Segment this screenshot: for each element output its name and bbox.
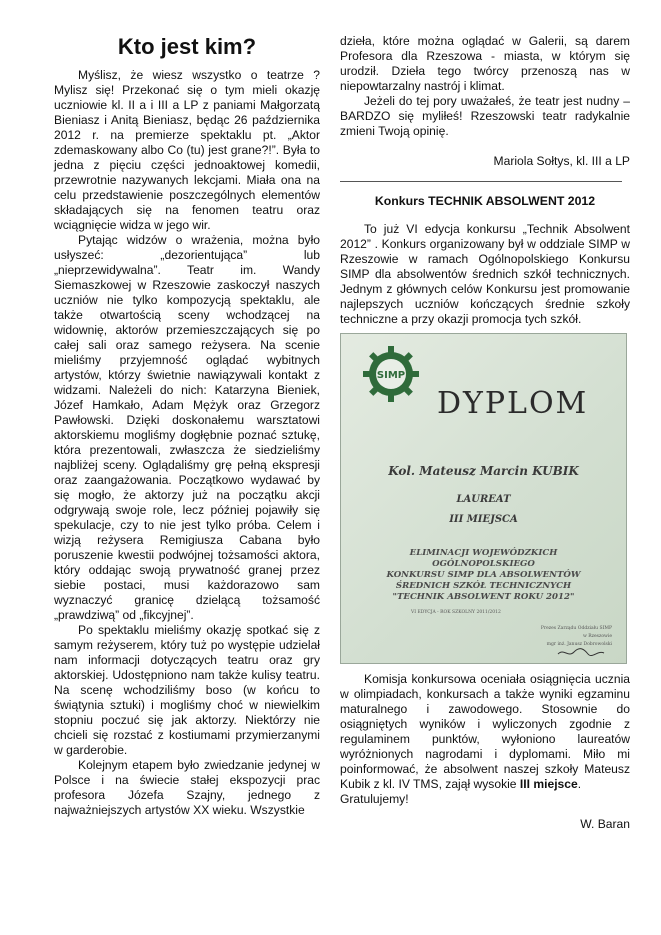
congratulations: Gratulujemy!: [340, 792, 409, 806]
right-column: [340, 34, 630, 832]
logo-text: SIMP: [376, 370, 406, 381]
author-signature-2: W. Baran: [580, 817, 630, 831]
paragraph-intro: Myślisz, że wiesz wszystko o teatrze ? Mylisz się! Przekonać się o tym mieli okazję uczniowie kl. II a i III a LP z paniami Małgorzatą Bieniasz i Anitą Bieniasz, będąc 26 października 2012 r. na premierze spektaklu pt. „Aktor zdemaskowany albo Co (tu) jest grane?!”. Była to jedna z pięciu części jednoaktowej komedii, przewrotnie nazywanych lekcjami. Miała ona na celu przedstawienie poszczególnych elementów składających się na fenomen teatru oraz wciągnięcie widza w jego wir.: [54, 68, 320, 232]
results-end: .: [577, 777, 582, 791]
diploma-signatory: mgr inż. Janusz Dobrowolski: [546, 642, 612, 647]
diploma-line: OGÓLNOPOLSKIEGO: [432, 559, 535, 569]
results-text: Komisja konkursowa oceniała osiągnięcia ucznia w olimpiadach, konkursach a także wyniki egzaminu maturalnego i zawodowego. Stosownie do osiągniętych wyników i wyliczonych zgodnie z regulaminem punktów, wyłoniono laureatów wyróżnionych nagrodami i dyplomami. Miło mi poinformować, że absolwent naszej szkoły Mateusz Kubik z kl. IV TMS, zajął wysokie: [340, 672, 630, 791]
paragraph-exhibition: Kolejnym etapem było zwiedzanie jedynej w Polsce i na świecie stałej ekspozycji prac profesora Józefa Szajny, jednego z najważniejszych artystów XX wieku. Wszystkie: [54, 758, 320, 817]
diploma-line: ŚREDNICH SZKÓŁ TECHNICZNYCH: [395, 581, 572, 591]
paragraph-closing: Jeżeli do tej pory uważałeś, że teatr jest nudny – BARDZO się myliłeś! Rzeszowski teatr radykalnie zmieni Twoją opinię.: [340, 94, 630, 138]
section-divider: [340, 181, 622, 182]
results-place: III miejsce: [519, 777, 578, 791]
paragraph-results: [340, 672, 630, 792]
diploma-recipient: Kol. Mateusz Marcin KUBIK: [388, 464, 579, 478]
section-title: Konkurs TECHNIK ABSOLWENT 2012: [374, 194, 596, 208]
author-signature-1: Mariola Sołtys, kl. III a LP: [493, 154, 630, 168]
diploma-signatory: w Rzeszowie: [582, 634, 612, 639]
diploma-image: [340, 333, 627, 664]
signature-scribble-icon: [556, 646, 606, 658]
article-title: Kto jest kim?: [117, 34, 257, 59]
diploma-line: "TECHNIK ABSOLWENT ROKU 2012": [392, 592, 575, 602]
diploma-title: DYPLOM: [437, 386, 589, 421]
diploma-place: III MIEJSCA: [449, 514, 518, 525]
left-column: [54, 34, 320, 818]
diploma-laureat: LAUREAT: [456, 494, 511, 505]
diploma-signatory: Prezes Zarządu Oddziału SIMP: [540, 626, 612, 631]
diploma-line: KONKURSU SIMP DLA ABSOLWENTÓW: [386, 570, 581, 580]
diploma-edition: VI EDYCJA - ROK SZKOLNY 2011/2012: [411, 610, 501, 615]
paragraph-continuation: dzieła, które można oglądać w Galerii, są darem Profesora dla Rzeszowa - miasta, w którym się urodził. Dzieła tego twórcy przenoszą nas w niepowtarzalny nastrój i klimat.: [340, 34, 630, 93]
paragraph-director: Po spektaklu mieliśmy okazję spotkać się z samym reżyserem, który tuż po występie udzielał nam informacji dotyczących teatru oraz gry aktorskiej. Udostępniono nam także kulisy teatru. Na scenę wchodziliśmy boso (w końcu to świątynia sztuki) i mogliśmy choć w niewielkim stopniu poczuć się jak aktorzy. Niektórzy nie chcieli się rozstać z kostiumami przymierzanymi w garderobie.: [54, 623, 320, 757]
paragraph-contest-intro: To już VI edycja konkursu „Technik Absolwent 2012” . Konkurs organizowany był w oddziale SIMP w Rzeszowie w ramach Ogólnopolskiego Konkursu SIMP dla absolwentów średnich szkół technicznych. Jednym z głównych celów Konkursu jest promowanie najlepszych uczniów kończących średnie szkoły techniczne a przy okazji promocja tych szkół.: [340, 222, 630, 326]
simp-logo-icon: [361, 344, 421, 404]
paragraph-impressions: Pytając widzów o wrażenia, można było usłyszeć: „dezorientująca” lub „nieprzewidywalna”. Teatr im. Wandy Siemaszkowej w Rzeszowie zaskoczył naszych uczniów nie tylko kompozycją spektaklu, ale także otwartością sceny wchodzącej na widownię, aktorów przemieszczających się po całej sali oraz samego reżysera. Na scenie mieliśmy przyjemność oglądać wybitnych artystów, którzy świetnie nawiązywali kontakt z widzami. Należeli do nich: Katarzyna Bieniek, Józef Hamkało, Adam Mężyk oraz Grzegorz Pawłowski. Dzięki doskonałemu warsztatowi aktorskiemu mogliśmy dogłębnie poznać sztukę, która prezentowali, zwłaszcza że siedzieliśmy najbliżej sceny. Oglądaliśmy grę pełną ekspresji oraz zaangażowania. Początkowo wydawać by się mogło, że aktorzy już na początku akcji odgrywają swoje role, lecz później pojawiły się spekulacje, czy to nie jest tylko próba. Celem i wizją reżysera Remigiusza Cabana było poruszenie kwestii podwójnej tożsamości aktora, który oddając swoją prywatność granej przez siebie postaci, musi każdorazowo sam wyznaczyć granicę dzielącą tożsamość „prawdziwą” od „fikcyjnej”.: [54, 233, 320, 622]
diploma-line: ELIMINACJI WOJEWÓDZKICH: [409, 548, 558, 558]
